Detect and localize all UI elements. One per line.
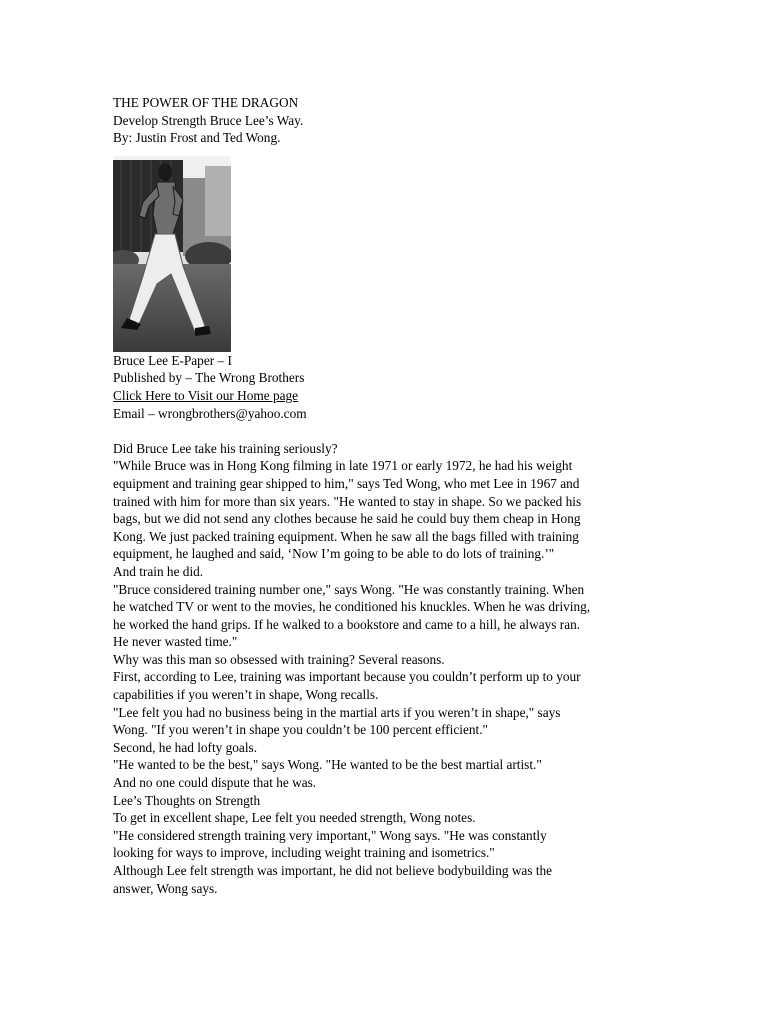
body-line: And no one could dispute that he was. xyxy=(113,775,317,791)
body-line: Second, he had lofty goals. xyxy=(113,739,258,755)
body-line: bags, but we did not send any clothes because he said he could buy them cheap in Hong xyxy=(113,511,581,527)
body-line: First, according to Lee, training was important because you couldn’t perform up to your xyxy=(113,669,581,685)
body-line: Although Lee felt strength was important, he did not believe bodybuilding was the xyxy=(113,863,553,878)
body-line: Wong. "If you weren’t in shape you couldn’t be 100 percent efficient." xyxy=(113,722,488,738)
body-line: equipment, he laughed and said, ‘Now I’m going to be able to do lots of training.’" xyxy=(113,546,555,562)
body-line: looking for ways to improve, including weight training and isometrics." xyxy=(113,845,495,861)
home-page-link[interactable]: Click Here to Visit our Home page xyxy=(113,387,299,403)
body-line: answer, Wong says. xyxy=(113,880,218,896)
body-line: He never wasted time." xyxy=(113,634,238,650)
body-line: To get in excellent shape, Lee felt you needed strength, Wong notes. xyxy=(113,810,476,826)
body-line: he watched TV or went to the movies, he conditioned his knuckles. When he was driving, xyxy=(113,599,591,615)
publisher-label: Published by – The Wrong Brothers xyxy=(113,370,305,386)
body-line: "He wanted to be the best," says Wong. "He wanted to be the best martial artist." xyxy=(113,757,542,773)
body-line: capabilities if you weren’t in shape, Wong recalls. xyxy=(113,687,379,703)
series-label: Bruce Lee E-Paper – I xyxy=(113,352,232,368)
body-line: "He considered strength training very important," Wong says. "He was constantly xyxy=(113,827,547,843)
document-byline: By: Justin Frost and Ted Wong. xyxy=(113,130,281,146)
body-line: Kong. We just packed training equipment. When he saw all the bags filled with training xyxy=(113,528,579,544)
email-label: Email – wrongbrothers@yahoo.com xyxy=(113,405,307,421)
body-line: "While Bruce was in Hong Kong filming in late 1971 or early 1972, he had his weight xyxy=(113,458,573,474)
document-page xyxy=(113,94,658,897)
paragraph-gap xyxy=(113,422,658,440)
body-line: "Bruce considered training number one," says Wong. "He was constantly training. When xyxy=(113,581,585,597)
document-subtitle: Develop Strength Bruce Lee’s Way. xyxy=(113,112,304,128)
article-body xyxy=(113,440,658,897)
body-line: trained with him for more than six years. "He wanted to stay in shape. So we packed his xyxy=(113,493,582,509)
martial-artist-photo xyxy=(113,156,231,352)
body-line: Did Bruce Lee take his training seriously? xyxy=(113,440,338,456)
section-heading: Lee’s Thoughts on Strength xyxy=(113,792,261,808)
body-line: "Lee felt you had no business being in the martial arts if you weren’t in shape," says xyxy=(113,704,561,720)
body-line: And train he did. xyxy=(113,563,204,579)
body-line: he worked the hand grips. If he walked to a bookstore and came to a hill, he always ran. xyxy=(113,616,581,632)
body-line: Why was this man so obsessed with training? Several reasons. xyxy=(113,651,445,667)
body-line: equipment and training gear shipped to him," says Ted Wong, who met Lee in 1967 and xyxy=(113,475,580,491)
document-title: THE POWER OF THE DRAGON xyxy=(113,95,299,110)
